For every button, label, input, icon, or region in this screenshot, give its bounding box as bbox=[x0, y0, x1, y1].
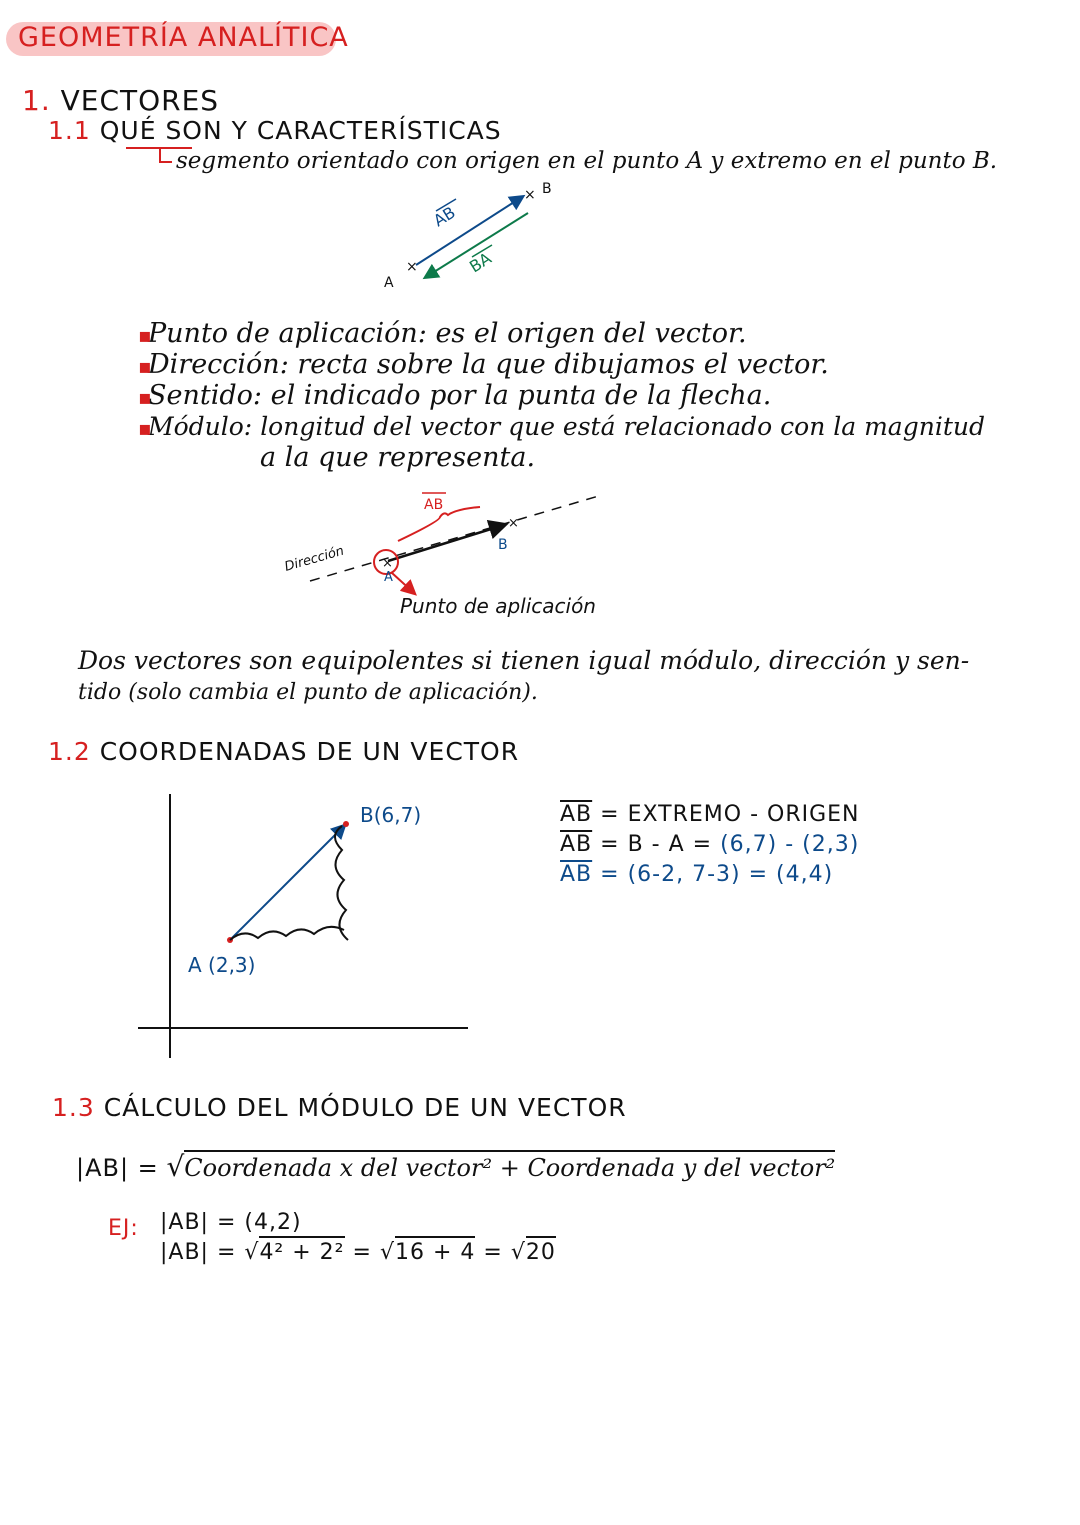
ab-label: AB bbox=[430, 202, 459, 231]
subsection-heading-1-1 bbox=[48, 116, 502, 145]
section-number: 1. bbox=[22, 84, 51, 117]
subsection-heading-1-3 bbox=[52, 1093, 627, 1122]
ab-label: AB bbox=[424, 497, 444, 513]
characteristic-desc: el indicado por la punta de la flecha. bbox=[270, 380, 772, 411]
characteristic-term: Sentido: bbox=[148, 380, 262, 411]
characteristic-desc-continued: a la que representa. bbox=[260, 442, 536, 473]
subsection-number: 1.1 bbox=[48, 116, 91, 145]
point-b-label: B bbox=[498, 537, 508, 553]
example-lhs: |AB| = bbox=[160, 1240, 237, 1265]
subsection-number: 1.2 bbox=[48, 737, 91, 766]
characteristic-item: ▪ Dirección: recta sobre la que dibujamos el vector. bbox=[138, 349, 829, 380]
characteristic-desc: recta sobre la que dibujamos el vector. bbox=[297, 349, 829, 380]
formula-line-2: $\overline{AB} = B - A = (6,7) - (2,3)$ bbox=[560, 832, 860, 857]
vector-parts-diagram bbox=[280, 485, 620, 625]
modulus-formula: |AB| = √Coordenada x del vector² + Coordenada y del vector² bbox=[76, 1150, 836, 1183]
characteristic-desc: es el origen del vector. bbox=[435, 318, 747, 349]
example-line-2: |AB| = √4² + 2² = √16 + 4 = √20 bbox=[160, 1240, 556, 1265]
svg-text:×: × bbox=[524, 187, 536, 203]
formula-line-3: $\overline{AB} = (6-2$, 7-3) = (4,4) bbox=[560, 862, 834, 887]
characteristics-list bbox=[138, 318, 985, 473]
application-point-label: Punto de aplicación bbox=[400, 594, 596, 618]
point-a-label: A (2,3) bbox=[188, 953, 256, 977]
y-component-curve bbox=[335, 826, 348, 940]
point-a-label: A bbox=[384, 570, 393, 585]
coordinate-plot bbox=[130, 790, 480, 1060]
coordinate-formulas bbox=[560, 800, 860, 890]
example-line-1: |AB| = (4,2) bbox=[160, 1210, 302, 1235]
characteristic-desc: longitud del vector que está relacionado con la magnitud bbox=[260, 412, 985, 441]
example-equals-2: = bbox=[483, 1240, 503, 1265]
point-a-label: A bbox=[384, 275, 394, 291]
modulus-radicand: Coordenada x del vector² + Coordenada y del vector² bbox=[184, 1150, 835, 1182]
example-radicand-2: 16 + 4 bbox=[395, 1236, 475, 1265]
direction-label: Dirección bbox=[282, 543, 346, 575]
page-title: GEOMETRÍA ANALÍTICA bbox=[18, 22, 349, 53]
modulus-lhs: |AB| = bbox=[76, 1154, 159, 1182]
ab-arrow bbox=[416, 197, 522, 265]
section-heading bbox=[22, 84, 219, 117]
characteristic-item: ▪ Sentido: el indicado por la punta de la flecha. bbox=[138, 380, 772, 411]
x-component-curve bbox=[230, 927, 344, 940]
ab-vector bbox=[230, 826, 344, 940]
example-radicand-1: 4² + 2² bbox=[259, 1236, 344, 1265]
equipolent-line-2: tido (solo cambia el punto de aplicación). bbox=[78, 680, 538, 705]
characteristic-item: ▪ Módulo: longitud del vector que está relacionado con la magnitud bbox=[138, 412, 985, 441]
subsection-title: COORDENADAS DE UN VECTOR bbox=[99, 737, 520, 766]
svg-text:×: × bbox=[406, 259, 418, 275]
svg-text:×: × bbox=[382, 556, 393, 571]
subsection-title: QUÉ SON Y CARACTERÍSTICAS bbox=[99, 116, 502, 145]
example-radicand-3: 20 bbox=[526, 1236, 556, 1265]
characteristic-term: Punto de aplicación: bbox=[148, 318, 427, 349]
section-title: VECTORES bbox=[60, 84, 220, 117]
example-label: EJ: bbox=[108, 1216, 139, 1241]
ba-label: BA bbox=[466, 248, 495, 277]
ab-vector-arrow bbox=[388, 525, 504, 561]
subsection-title: CÁLCULO DEL MÓDULO DE UN VECTOR bbox=[103, 1093, 627, 1122]
characteristic-item: ▪ Punto de aplicación: es el origen del vector. bbox=[138, 318, 747, 349]
subsection-heading-1-2 bbox=[48, 737, 519, 766]
example-equals-1: = bbox=[352, 1240, 372, 1265]
point-b-label: B bbox=[542, 181, 552, 197]
subsection-number: 1.3 bbox=[52, 1093, 95, 1122]
ab-ba-diagram bbox=[370, 175, 570, 300]
svg-text:×: × bbox=[508, 516, 519, 531]
characteristic-term: Dirección: bbox=[148, 349, 289, 380]
vector-definition: segmento orientado con origen en el punto A y extremo en el punto B. bbox=[176, 148, 998, 174]
point-b bbox=[343, 821, 349, 827]
equipolent-line-1: Dos vectores son equipolentes si tienen igual módulo, dirección y sen- bbox=[78, 646, 970, 675]
point-b-label: B(6,7) bbox=[360, 803, 422, 827]
characteristic-term: Módulo: bbox=[148, 412, 253, 441]
formula-line-1: $\overline{AB}$ = EXTREMO - ORIGEN bbox=[560, 802, 860, 827]
